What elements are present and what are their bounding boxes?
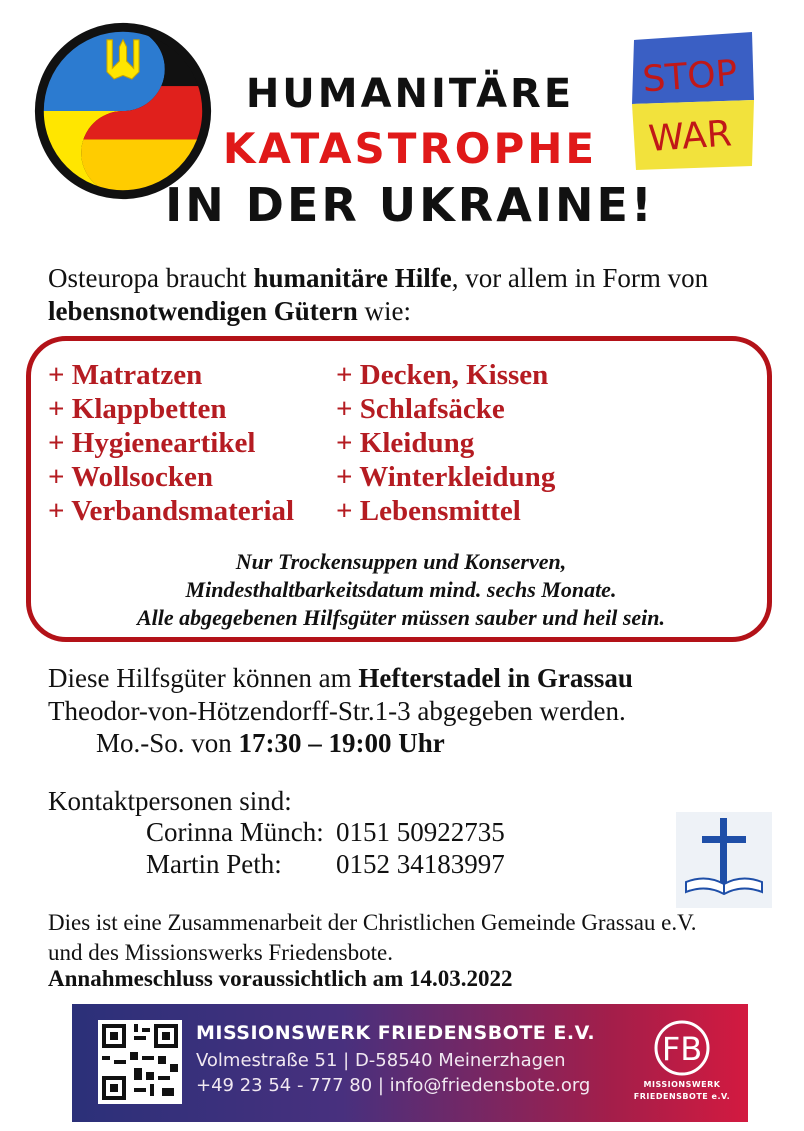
hours-prefix: Mo.-So. von: [96, 728, 239, 758]
location-bold: Hefterstadel in Grassau: [358, 663, 633, 693]
goods-note-line-2: Mindesthaltbarkeitsdatum mind. sechs Monate.: [185, 577, 617, 602]
goods-item: + Winterkleidung: [336, 461, 556, 493]
banner-address: Volmestraße 51 | D-58540 Meinerzhagen: [196, 1050, 566, 1071]
war-text: WAR: [647, 113, 734, 161]
goods-item: + Decken, Kissen: [336, 359, 549, 391]
intro-bold-1: humanitäre Hilfe: [253, 263, 452, 293]
intro-bold-2: lebensnotwendigen Gütern: [48, 296, 358, 326]
cross-book-icon: [676, 812, 772, 908]
goods-item: + Hygieneartikel: [48, 427, 256, 459]
goods-item: + Kleidung: [336, 427, 475, 459]
cooperation-line-2: und des Missionswerks Friedensbote.: [48, 940, 393, 965]
goods-item: + Klappbetten: [48, 393, 227, 425]
opening-hours: [96, 727, 445, 760]
location-address: Theodor-von-Hötzendorff-Str.1-3 abgegeben werden.: [48, 696, 626, 726]
qr-code-icon[interactable]: [98, 1020, 182, 1104]
goods-list-left: [48, 358, 294, 528]
goods-item: + Verbandsmaterial: [48, 495, 295, 527]
intro-text-2: , vor allem in Form von: [451, 263, 709, 293]
stop-text: STOP: [641, 52, 739, 101]
contact-name: Corinna Münch:: [146, 817, 324, 847]
title-line-1: HUMANITÄRE: [245, 71, 575, 117]
goods-note-line-1: Nur Trockensuppen und Konserven,: [235, 549, 567, 574]
location-text-1: Diese Hilfsgüter können am: [48, 663, 359, 693]
goods-item: + Matratzen: [48, 359, 203, 391]
logo-caption-1: MISSIONSWERK: [643, 1080, 721, 1089]
banner-title: MISSIONSWERK FRIEDENSBOTE E.V.: [196, 1022, 596, 1044]
title-line-3: IN DER UKRAINE!: [165, 178, 655, 232]
goods-item: + Lebensmittel: [336, 495, 521, 527]
logo-caption-2: FRIEDENSBOTE e.V.: [633, 1092, 731, 1101]
goods-item: + Wollsocken: [48, 461, 214, 493]
goods-note-line-3: Alle abgegebenen Hilfsgüter müssen sauber und heil sein.: [136, 605, 666, 630]
intro-text-1: Osteuropa braucht: [48, 263, 254, 293]
hours-time: 17:30 – 19:00 Uhr: [238, 728, 445, 758]
goods-note: [30, 548, 772, 632]
goods-item: + Schlafsäcke: [336, 393, 505, 425]
trident-icon: [107, 40, 139, 79]
title-line-2: KATASTROPHE: [222, 124, 598, 173]
cooperation-line-1: Dies ist eine Zusammenarbeit der Christlichen Gemeinde Grassau e.V.: [48, 910, 697, 935]
logo-letters: FB: [661, 1030, 703, 1068]
contacts-heading: Kontaktpersonen sind:: [48, 786, 292, 816]
location-paragraph: [48, 662, 748, 728]
intro-paragraph: [48, 262, 748, 328]
banner-contact[interactable]: +49 23 54 - 777 80 | info@friedensbote.org: [196, 1075, 591, 1096]
intro-text-3: wie:: [357, 296, 412, 326]
goods-list-right: [336, 358, 555, 528]
deadline-text: Annahmeschluss voraussichtlich am 14.03.2022: [48, 966, 513, 991]
cooperation-text: [48, 908, 768, 968]
stop-war-sign: [628, 30, 756, 170]
contact-phone: 0152 34183997: [336, 849, 505, 879]
contact-name: Martin Peth:: [146, 849, 282, 879]
contact-phone: 0151 50922735: [336, 817, 505, 847]
